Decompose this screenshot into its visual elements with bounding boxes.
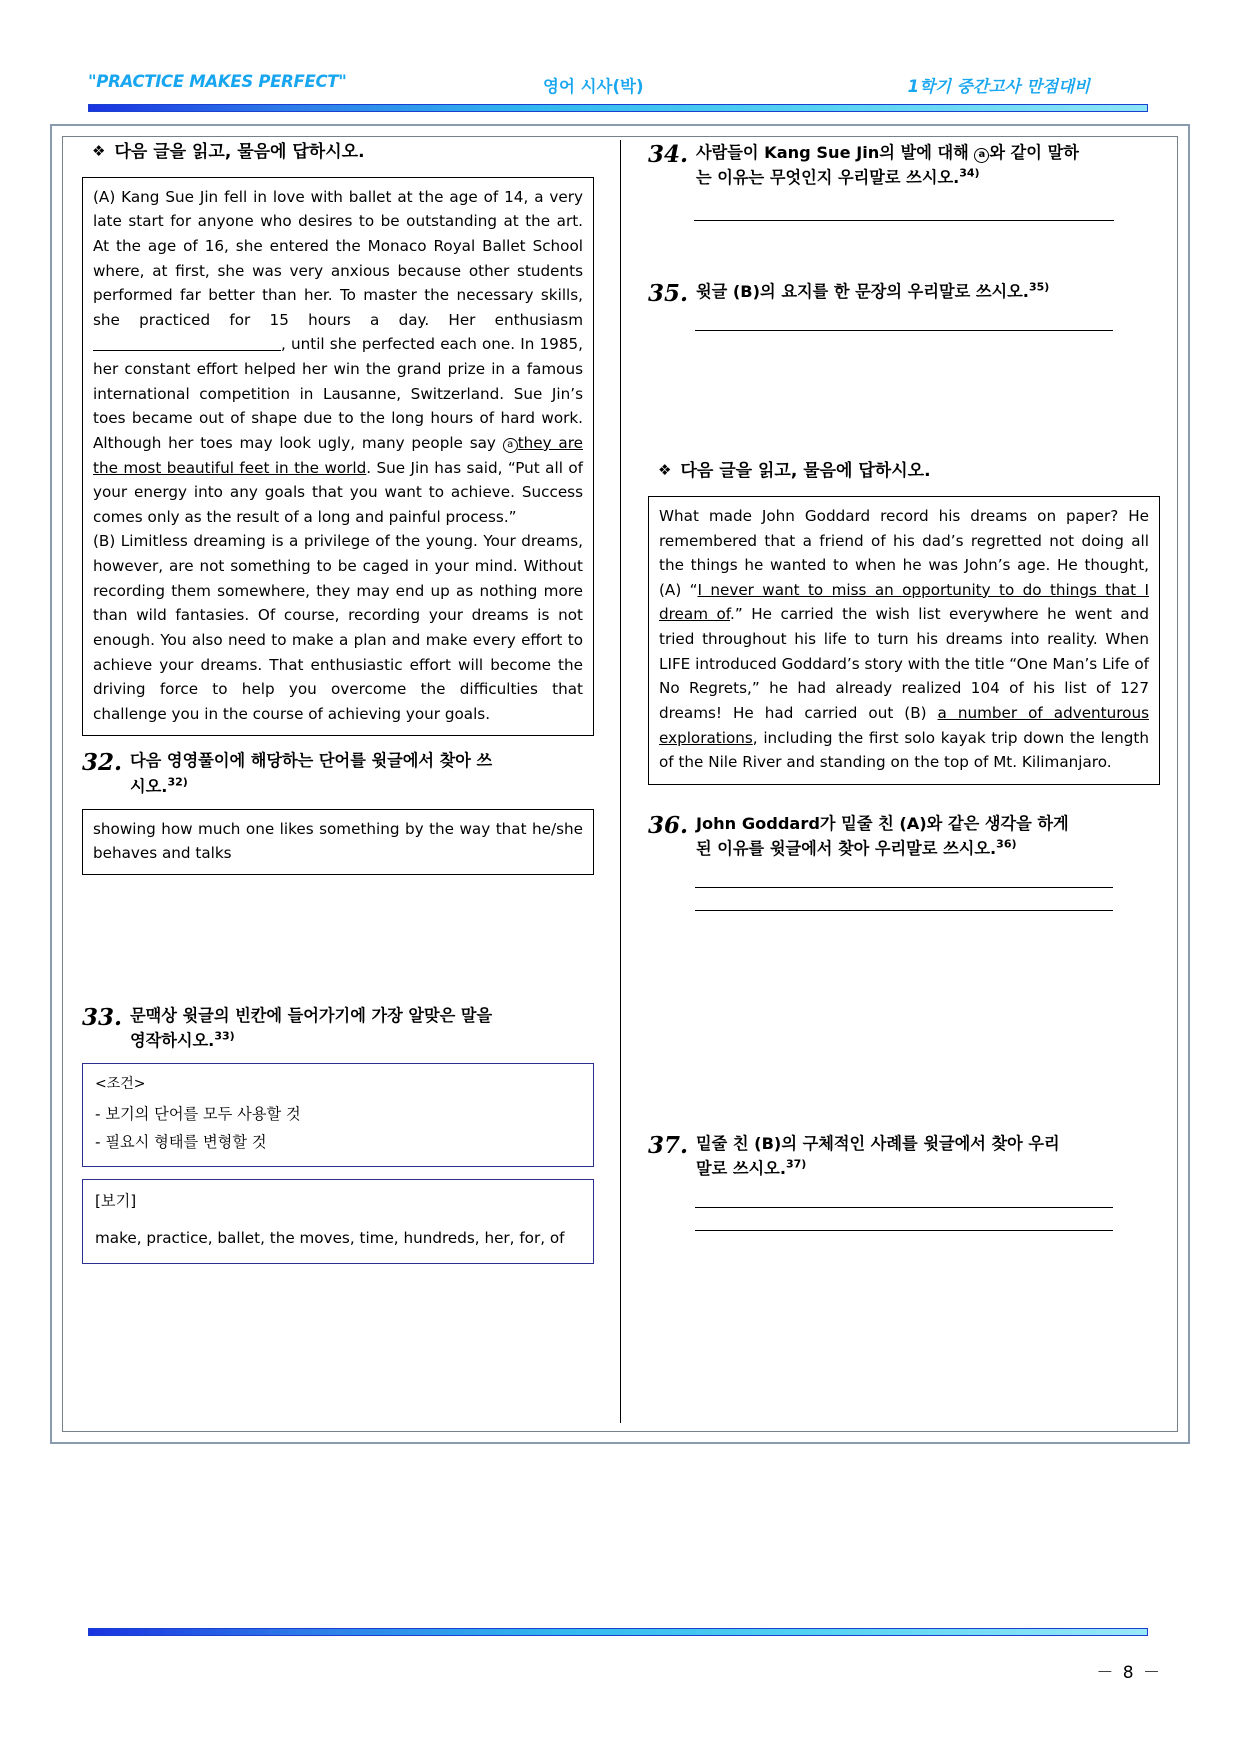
passage2-part1: What made John Goddard record his dreams on paper? He remembered that a friend of his dad’s regretted not doing all the things he wanted to when he was John’s age. He thought, (A) “ <box>659 506 1149 599</box>
question-33-line2: 영작하시오.$^{33)}$ <box>130 1029 235 1050</box>
diamond-icon: ❖ <box>92 142 106 160</box>
passage1-a-post: , until she perfected each one. In 1985, her constant effort helped her win the grand prize in a famous international competition in Lausanne, Switzerland. Sue Jin’s toes became out of shape due to the long hours of hard work. Although her toes may look ugly, many people say <box>93 335 583 452</box>
passage1-a-tail: . Sue Jin has said, “Put all of your energy into any goals that you want to achieve. Success comes only as the result of a long and painful process.” <box>93 458 583 526</box>
question-35 <box>648 279 1160 308</box>
question-32-line2: 시오.$^{32)}$ <box>130 775 188 796</box>
question-33-footnote: 33) <box>214 1029 235 1043</box>
circled-a-marker: a <box>974 148 989 163</box>
question-34 <box>648 140 1160 190</box>
passage2-part3: , including the first solo kayak trip down the length of the Nile River and standing on the top of Mt. Kilimanjaro. <box>659 728 1149 772</box>
condition-title: <조건> <box>95 1076 146 1093</box>
passage2-part2: .” He carried the wish list everywhere he went and tried throughout his life to turn his dreams into reality. When LIFE introduced Goddard’s story with the title “One Man’s Life of No Regrets,” he had already realized 104 of his list of 127 dreams! He had carried out (B) <box>659 605 1150 722</box>
page-header <box>88 72 1148 108</box>
question-32-number: 32. <box>82 749 123 777</box>
question-36-number: 36. <box>648 811 689 839</box>
header-center-title: 영어 시사(박) <box>543 77 644 96</box>
question-37 <box>648 1131 1160 1181</box>
question-33-line1: 문맥상 윗글의 빈칸에 들어가기에 가장 알맞은 말을 <box>130 1005 493 1025</box>
header-right-title: 1학기 중간고사 만점대비 <box>907 77 1090 96</box>
condition-item: - 필요시 형태를 변형할 것 <box>95 1129 581 1156</box>
wordbank-title: [보기] <box>95 1191 137 1210</box>
condition-list <box>95 1101 581 1156</box>
question-32-line1: 다음 영영풀이에 해당하는 단어를 윗글에서 찾아 쓰 <box>130 751 493 771</box>
left-column <box>82 140 594 1264</box>
question-33-number: 33. <box>82 1003 123 1031</box>
right-column <box>648 140 1160 1231</box>
question-37-line2: 말로 쓰시오.$^{37)}$ <box>696 1157 807 1179</box>
passage2-underlined-a: I never want to miss an opportunity to do things that I dream of <box>659 580 1150 624</box>
reading-passage-1 <box>82 177 594 737</box>
circled-a-marker: a <box>503 438 518 453</box>
question-36-footnote: 36) <box>996 837 1017 851</box>
left-instruction <box>92 140 594 165</box>
passage1-a-pre: (A) Kang Sue Jin fell in love with ballet at the age of 14, a very late start for anyone who desires to be outstanding at the art. At the age of 16, she entered the Monaco Royal Ballet School where, at first, she was very anxious because other students performed far better than her. To master the necessary skills, she practiced for 15 hours a day. Her enthusiasm <box>93 187 583 329</box>
wordbank-words: make, practice, ballet, the moves, time, hundreds, her, for, of <box>95 1229 565 1248</box>
passage2-underlined-b: a number of adventurous explorations <box>659 703 1149 747</box>
question-37-answer-line-2[interactable] <box>695 1230 1113 1231</box>
left-instruction-text: 다음 글을 읽고, 물음에 답하시오. <box>114 142 365 162</box>
question-36-answer-line-1[interactable] <box>695 887 1113 888</box>
question-35-footnote: 35) <box>1028 280 1050 294</box>
question-32-footnote: 32) <box>167 775 188 789</box>
question-32-definition-box: showing how much one likes something by the way that he/she behaves and talks <box>82 809 594 875</box>
passage2-body <box>659 504 1149 775</box>
reading-passage-2 <box>648 496 1160 785</box>
question-33-condition-box <box>82 1063 594 1167</box>
passage1-underlined-a: they are the most beautiful feet in the world <box>93 433 583 477</box>
question-34-line1: 사람들이 Kang Sue Jin의 발에 대해 a 와 같이 말하 <box>696 143 1079 162</box>
header-left-title: "PRACTICE MAKES PERFECT" <box>88 72 347 91</box>
page-number: － 8 － <box>1096 1663 1162 1683</box>
question-35-number: 35. <box>648 280 689 308</box>
right-instruction-text: 다음 글을 읽고, 물음에 답하시오. <box>680 461 931 482</box>
fill-in-blank <box>93 337 281 351</box>
question-34-footnote: 34) <box>959 166 980 180</box>
condition-item: - 보기의 단어를 모두 사용할 것 <box>95 1101 581 1128</box>
passage1-part-b: (B) Limitless dreaming is a privilege of the young. Your dreams, however, are not something to be caged in your mind. Without recording them somewhere, they may end up as nothing more than wild fantasies. Of course, recording your dreams is not enough. You also need to make a plan and make every effort to achieve your dreams. That enthusiastic effort will become the driving force to help you overcome the difficulties that challenge you in the course of achieving your goals. <box>93 532 583 723</box>
passage1-part-a <box>93 185 583 530</box>
diamond-icon: ❖ <box>658 461 672 480</box>
question-37-line1: 밑줄 친 (B)의 구체적인 사례를 윗글에서 찾아 우리 <box>696 1134 1060 1154</box>
question-34-number: 34. <box>648 141 689 168</box>
header-divider-bar <box>88 104 1148 112</box>
question-37-number: 37. <box>648 1132 689 1160</box>
footer-divider-bar <box>88 1628 1148 1636</box>
question-33 <box>82 1003 594 1053</box>
question-33-wordbank-box <box>82 1179 594 1264</box>
question-36 <box>648 811 1160 861</box>
question-37-footnote: 37) <box>785 1157 807 1171</box>
question-36-line1: John Goddard가 밑줄 친 (A)와 같은 생각을 하게 <box>696 813 1069 833</box>
question-35-line1: 윗글 (B)의 요지를 한 문장의 우리말로 쓰시오.$^{35)}$ <box>696 280 1050 302</box>
question-37-answer-line-1[interactable] <box>695 1207 1113 1208</box>
question-34-line2: 는 이유는 무엇인지 우리말로 쓰시오.$^{34)}$ <box>696 166 980 188</box>
question-36-line2: 된 이유를 윗글에서 찾아 우리말로 쓰시오.$^{36)}$ <box>696 837 1017 858</box>
column-divider <box>620 140 621 1423</box>
right-instruction <box>658 459 1160 484</box>
question-32 <box>82 748 594 798</box>
